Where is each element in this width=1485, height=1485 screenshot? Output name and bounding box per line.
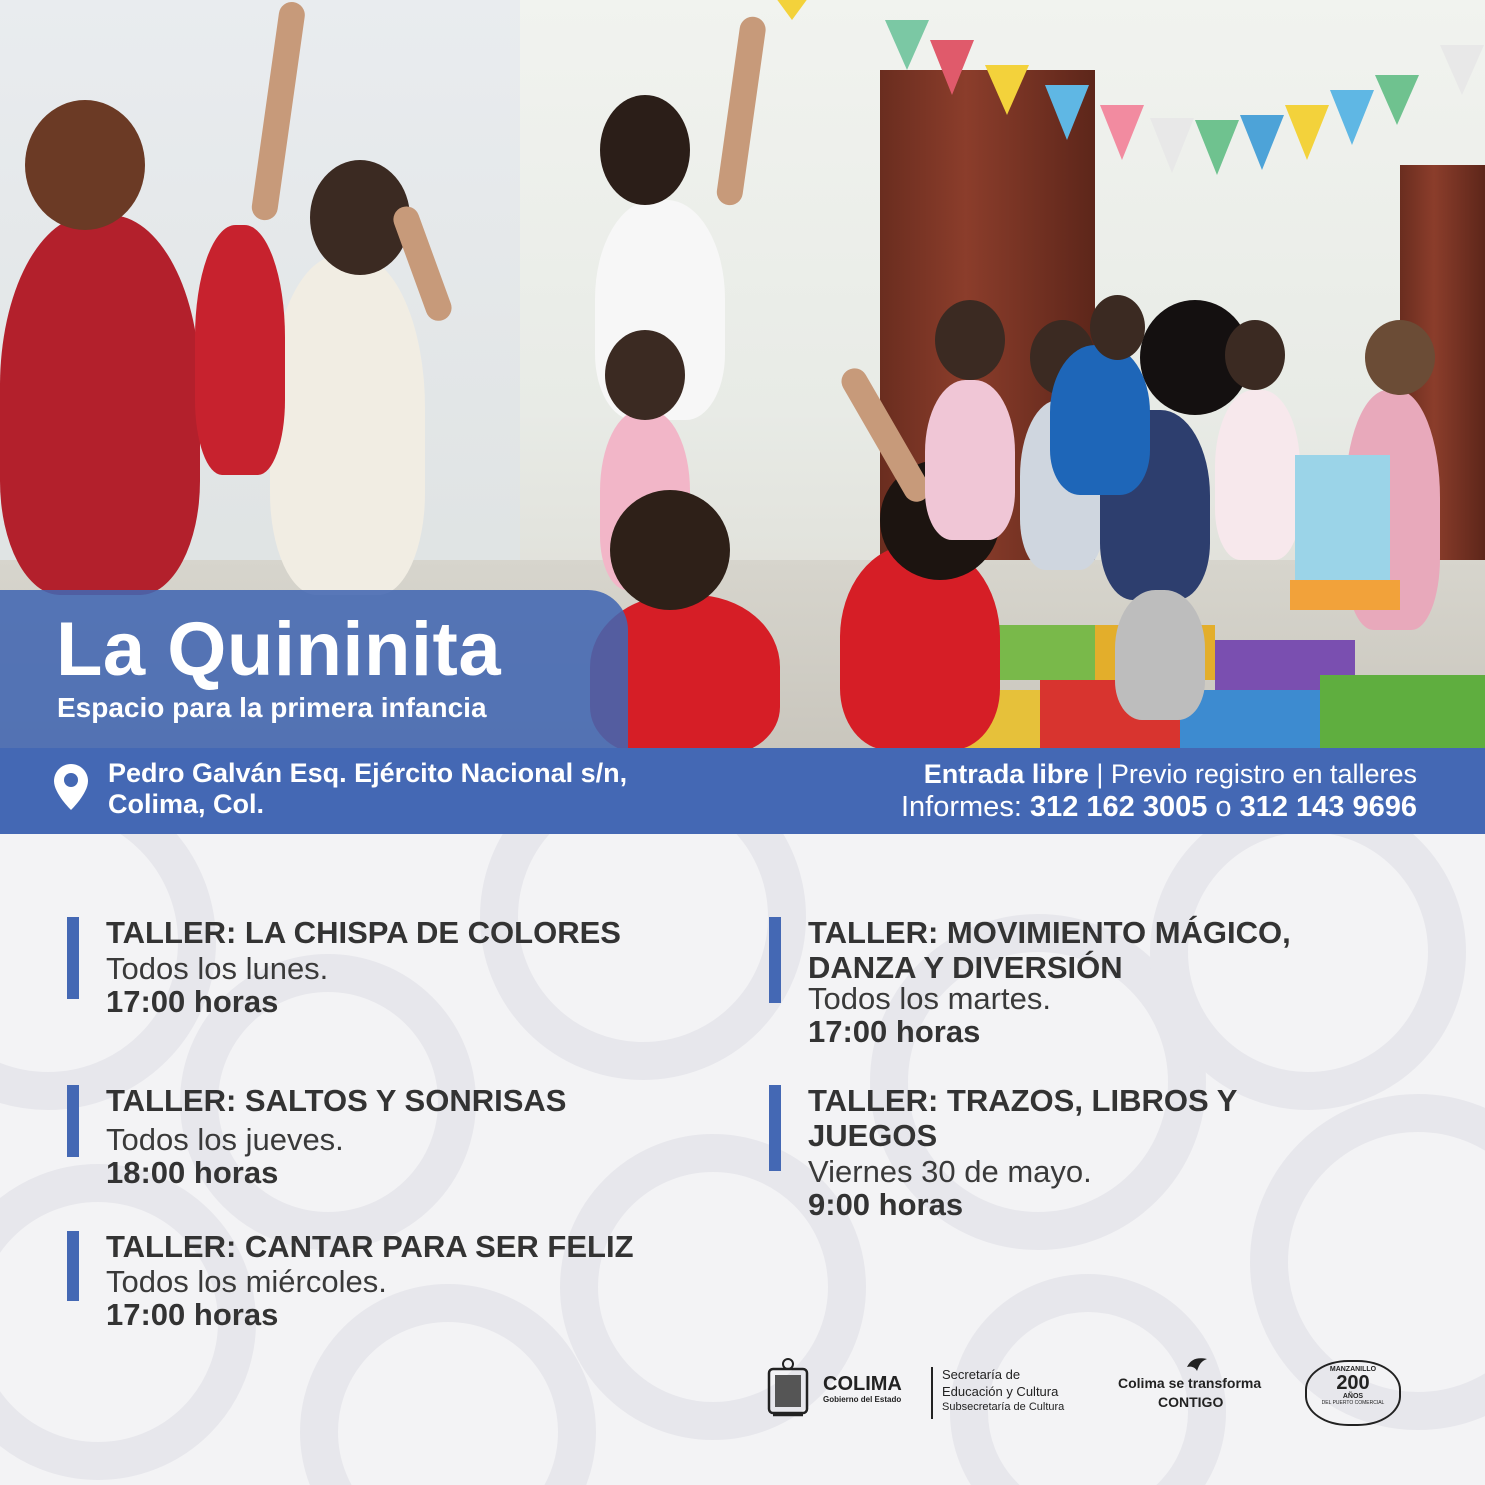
workshop-accent-bar: [67, 917, 79, 999]
event-address: [108, 758, 627, 820]
workshop-time: 9:00 horas: [808, 1187, 964, 1222]
photo-adult-kneeling: [1050, 345, 1150, 495]
workshop-day: Todos los miércoles.: [106, 1264, 387, 1299]
contact-label: Informes:: [901, 791, 1030, 823]
workshop-time: 17:00 horas: [106, 984, 279, 1019]
photo-bench: [1290, 580, 1400, 610]
workshop-accent-bar: [769, 1085, 781, 1171]
photo-child-head: [935, 300, 1005, 380]
photo-mat: [1320, 675, 1485, 748]
photo-person-head: [1090, 295, 1145, 360]
pennant: [1240, 115, 1284, 170]
workshop-accent-bar: [769, 917, 781, 1003]
photo-child: [1215, 390, 1300, 560]
photo-person-head: [25, 100, 145, 230]
workshop-title: TALLER: TRAZOS, LIBROS Y JUEGOS: [808, 1083, 1237, 1153]
photo-person: [270, 255, 425, 595]
pennant: [985, 65, 1029, 115]
manzanillo-bottom: DEL PUERTO COMERCIAL: [1321, 1400, 1385, 1406]
phone-connector: o: [1207, 791, 1240, 823]
pennant: [770, 0, 814, 20]
workshop-item: [67, 1229, 727, 1349]
entry-info: [901, 758, 1417, 824]
manzanillo-number: 200: [1336, 1372, 1370, 1394]
workshop-title: TALLER: SALTOS Y SONRISAS: [106, 1083, 567, 1118]
colima-coat-of-arms-icon: [765, 1357, 811, 1421]
manzanillo-seal: [1305, 1360, 1401, 1426]
pennant: [1285, 105, 1329, 160]
pennant: [1045, 85, 1089, 140]
entry-free-label: Entrada libre: [923, 759, 1089, 789]
pennant: [885, 20, 929, 70]
photo-person-arm: [715, 15, 767, 207]
photo-person-head: [600, 95, 690, 205]
photo-person: [0, 215, 200, 595]
address-line-1: Pedro Galván Esq. Ejército Nacional s/n,: [108, 758, 628, 788]
workshop-item: [67, 915, 727, 1035]
workshop-time: 17:00 horas: [808, 1014, 981, 1049]
workshop-day: Viernes 30 de mayo.: [808, 1154, 1092, 1189]
phone-1[interactable]: 312 162 3005: [1029, 791, 1208, 823]
slogan-line-2: CONTIGO: [1158, 1394, 1224, 1410]
sponsor-logos: [765, 1355, 1405, 1425]
photo-child-head: [605, 330, 685, 420]
workshop-time: 17:00 horas: [106, 1297, 279, 1332]
photo-child-head: [1365, 320, 1435, 395]
workshop-title: TALLER: CANTAR PARA SER FELIZ: [106, 1229, 634, 1264]
pennant: [1375, 75, 1419, 125]
secretaria-line-3: Subsecretaría de Cultura: [942, 1401, 1065, 1413]
photo-child-head: [1225, 320, 1285, 390]
page-title: La Quininita: [56, 607, 502, 692]
registration-note: | Previo registro en talleres: [1088, 759, 1417, 789]
colima-logo-sub: Gobierno del Estado: [823, 1395, 902, 1404]
photo-child: [925, 380, 1015, 540]
secretaria-line-2: Educación y Cultura: [942, 1384, 1059, 1399]
pennant: [930, 40, 974, 95]
secretaria-line-1: Secretaría de: [942, 1367, 1021, 1382]
workshop-day: Todos los jueves.: [106, 1122, 344, 1157]
photo-child-head: [610, 490, 730, 610]
workshop-item: [67, 1083, 727, 1203]
pennant: [1100, 105, 1144, 160]
workshop-day: Todos los martes.: [808, 981, 1051, 1016]
address-line-2: Colima, Col.: [108, 789, 265, 819]
pennant: [1440, 45, 1484, 95]
workshop-item: [769, 1083, 1429, 1233]
slogan-line-1: Colima se transforma: [1118, 1375, 1262, 1391]
map-pin-icon: [52, 762, 90, 812]
workshop-time: 18:00 horas: [106, 1155, 279, 1190]
logo-divider: [931, 1367, 933, 1419]
workshop-accent-bar: [67, 1085, 79, 1157]
pennant: [1150, 118, 1194, 173]
phone-2[interactable]: 312 143 9696: [1239, 791, 1417, 823]
workshop-title: TALLER: LA CHISPA DE COLORES: [106, 915, 621, 950]
pennant: [1330, 90, 1374, 145]
page-subtitle: Espacio para la primera infancia: [57, 692, 487, 723]
photo-child: [1115, 590, 1205, 720]
photo-person: [195, 225, 285, 475]
colima-logo-name: COLIMA: [823, 1373, 902, 1395]
workshop-title: TALLER: MOVIMIENTO MÁGICO, DANZA Y DIVERSIÓN: [808, 915, 1291, 985]
workshop-accent-bar: [67, 1231, 79, 1301]
pennant: [1195, 120, 1239, 175]
manzanillo-years: AÑOS: [1342, 1393, 1364, 1400]
workshop-item: [769, 915, 1429, 1065]
manzanillo-top: MANZANILLO: [1329, 1366, 1377, 1373]
dove-icon: [1185, 1355, 1209, 1373]
workshop-day: Todos los lunes.: [106, 951, 329, 986]
